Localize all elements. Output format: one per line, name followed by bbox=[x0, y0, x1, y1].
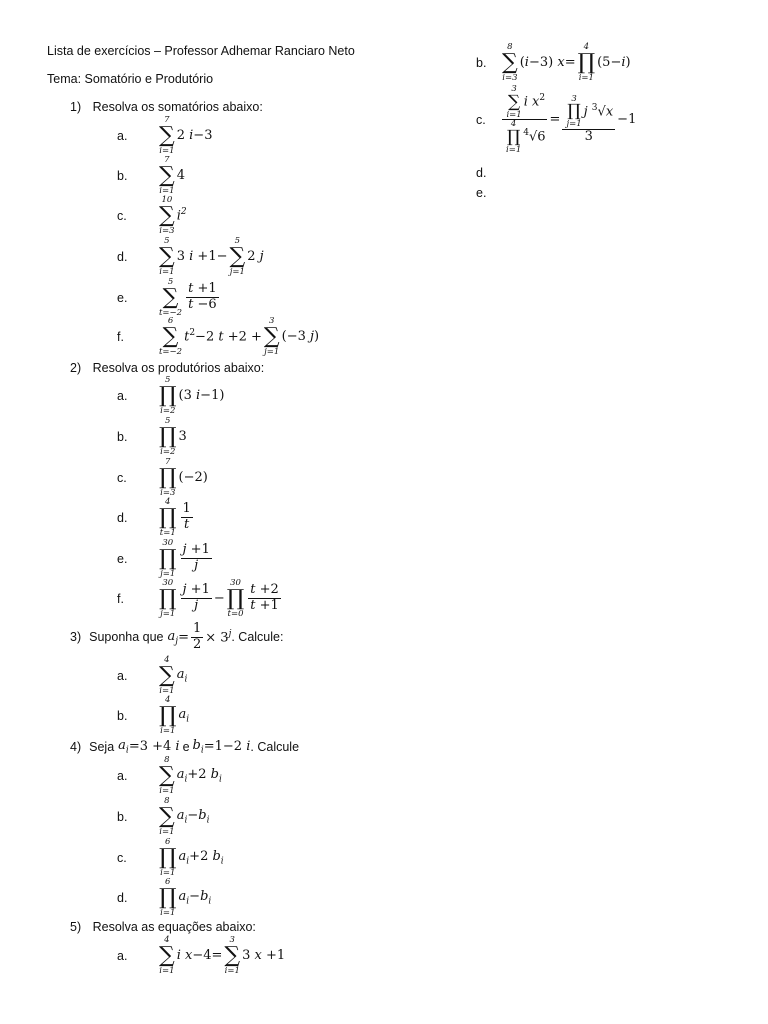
item-label: d. bbox=[117, 510, 128, 525]
item-label: b. bbox=[476, 55, 487, 70]
q1-item-b: b. 7 ∑ i=1 4 bbox=[117, 155, 185, 196]
document-topic: Tema: Somatório e Produtório bbox=[47, 72, 214, 86]
question-4: 4) Seja $a_i$ =3 +4 i e $b_i$ =1−2 i . Calcule bbox=[70, 738, 300, 756]
q5-item-e: e. bbox=[476, 186, 487, 200]
q5-item-b: b. 8 ∑ i=3 (i−3) x= 4 ∏ i=1 (5−i) bbox=[476, 42, 631, 83]
sum-operator: 4 ∑ i=1 bbox=[159, 655, 175, 696]
fraction: $\frac{j +1}{j}$ bbox=[182, 582, 210, 613]
q2-item-b: b. 5 ∏ i=2 3 bbox=[117, 416, 187, 457]
q2-item-e bbox=[117, 539, 214, 578]
question-text-end: . Calcule: bbox=[231, 630, 284, 645]
product-operator: 30 ∏ j=1 bbox=[159, 538, 177, 579]
question-5 bbox=[70, 920, 256, 934]
item-label: e. bbox=[117, 290, 128, 305]
fraction: 3 ∏ j=1 j $^3$√x 3 bbox=[562, 95, 615, 145]
q2-item-d bbox=[117, 498, 195, 537]
item-label: c. bbox=[117, 850, 127, 865]
question-2 bbox=[70, 361, 264, 375]
item-label: c. bbox=[117, 470, 127, 485]
q1-item-d: d. 5 ∑ i=1 3 i +1− 5 ∑ j=1 2 j bbox=[117, 236, 264, 277]
q4-item-b: b. 8 ∑ i=1 $a_i$ $-b_i$ bbox=[117, 796, 210, 837]
question-number: 1) bbox=[70, 100, 82, 114]
item-label: f. bbox=[117, 329, 124, 344]
q1-item-a: a. 7 ∑ i=1 2 i−3 bbox=[117, 115, 213, 156]
sum-operator: 8 ∑ i=1 bbox=[159, 796, 175, 837]
sum-operator: 6 ∑ t=−2 bbox=[159, 316, 183, 357]
item-label: b. bbox=[117, 809, 128, 824]
product-operator: 6 ∏ i=1 bbox=[159, 837, 177, 878]
fraction: $\frac{1}{t}$ bbox=[182, 501, 191, 532]
item-label: d. bbox=[117, 890, 128, 905]
product-operator: 4 ∏ i=1 bbox=[506, 119, 522, 155]
question-number: 2) bbox=[70, 361, 82, 375]
question-text-end: . Calcule bbox=[250, 739, 300, 754]
item-label: b. bbox=[117, 429, 128, 444]
product-operator: 30 ∏ j=1 bbox=[159, 578, 177, 619]
product-operator: 3 ∏ j=1 bbox=[566, 93, 582, 130]
q1-item-c: c. 10 ∑ i=3 $i^2$ bbox=[117, 195, 187, 236]
document-title: Lista de exercícios – Professor Adhemar Ranciaro Neto bbox=[47, 44, 355, 58]
sum-operator: 3 ∑ i=1 bbox=[224, 935, 241, 976]
q2-item-a: a. 5 ∏ i=2 (3 i−1) bbox=[117, 375, 225, 416]
question-text: Suponha que bbox=[89, 630, 164, 645]
q1-item-e bbox=[117, 278, 221, 317]
product-operator: 7 ∏ i=3 bbox=[159, 457, 177, 498]
item-label: a. bbox=[117, 388, 128, 403]
q3-item-a: a. 4 ∑ i=1 $a_i$ bbox=[117, 655, 188, 696]
question-text: Resolva os somatórios abaixo: bbox=[92, 100, 263, 114]
sum-operator: 3 ∑ i=1 bbox=[506, 84, 522, 120]
product-operator: 30 ∏ t=0 bbox=[226, 578, 245, 619]
item-label: c. bbox=[117, 208, 127, 223]
fraction: $\frac{t +1}{t -6}$ bbox=[188, 281, 217, 312]
sum-operator: 7 ∑ i=1 bbox=[159, 115, 175, 156]
sum-operator: 5 ∑ t=−2 bbox=[159, 277, 183, 318]
sum-operator: 4 ∑ i=1 bbox=[159, 935, 175, 976]
q4-item-d: d. 6 ∏ i=1 $a_i$ $-b_i$ bbox=[117, 877, 212, 918]
question-text-mid: e bbox=[182, 739, 190, 754]
item-label: f. bbox=[117, 591, 124, 606]
sum-operator: 8 ∑ i=1 bbox=[159, 755, 175, 796]
fraction: 3 ∑ i=1 i $x^2$ 4 ∏ i=1 $^4$√6 bbox=[502, 85, 548, 154]
question-text: Seja bbox=[89, 739, 115, 754]
product-operator: 6 ∏ i=1 bbox=[159, 877, 177, 918]
q2-item-f: f. 30 ∏ j=1 $\frac{j +1}{j}$ − 30 ∏ t=0 $\frac{t +2}{t +1}$ bbox=[117, 578, 279, 619]
question-text: Resolva os produtórios abaixo: bbox=[92, 361, 265, 375]
product-operator: 4 ∏ i=1 bbox=[577, 42, 596, 83]
question-number: 3) bbox=[70, 630, 82, 645]
question-number: 4) bbox=[70, 739, 82, 754]
q5-item-d: d. bbox=[476, 166, 487, 180]
sum-operator: 3 ∑ j=1 bbox=[263, 316, 280, 357]
question-number: 5) bbox=[70, 920, 82, 934]
item-label: a. bbox=[117, 768, 128, 783]
q2-item-c: c. 7 ∏ i=3 (−2) bbox=[117, 457, 208, 498]
sum-operator: 10 ∑ i=3 bbox=[159, 195, 175, 236]
sum-operator: 5 ∑ j=1 bbox=[229, 236, 246, 277]
question-3: 3) Suponha que $a_j$ = $\frac{1}{2}$ × $3^j$ . Calcule: bbox=[70, 621, 284, 652]
item-label: e. bbox=[117, 551, 128, 566]
item-label: b. bbox=[117, 168, 128, 183]
product-operator: 4 ∏ t=1 bbox=[159, 497, 177, 538]
fraction: $\frac{1}{2}$ bbox=[192, 621, 202, 652]
q5-item-c: c. 3 ∑ i=1 i $x^2$ 4 ∏ i=1 $^4$√6 = 3 ∏ j=1 j $^3$√x 3 −1 bbox=[476, 84, 637, 155]
item-label: b. bbox=[117, 708, 128, 723]
q1-item-f: f. 6 ∑ t=−2 $t^2-2$ t +2 + 3 ∑ j=1 (−3 j) bbox=[117, 316, 320, 357]
sum-operator: 8 ∑ i=3 bbox=[502, 42, 518, 83]
sum-operator: 7 ∑ i=1 bbox=[159, 155, 175, 196]
product-operator: 5 ∏ i=2 bbox=[159, 416, 177, 457]
fraction: $\frac{t +2}{t +1}$ bbox=[250, 582, 279, 613]
question-text: Resolva as equações abaixo: bbox=[92, 920, 256, 934]
item-label: a. bbox=[117, 948, 128, 963]
item-label: a. bbox=[117, 128, 128, 143]
fraction: $\frac{j +1}{j}$ bbox=[182, 542, 210, 573]
product-operator: 4 ∏ i=1 bbox=[159, 695, 177, 736]
q4-item-a: a. 8 ∑ i=1 $a_i$ +2 $b_i$ bbox=[117, 755, 222, 796]
product-operator: 5 ∏ i=2 bbox=[159, 375, 177, 416]
item-label: d. bbox=[117, 249, 128, 264]
q5-item-a: a. 4 ∑ i=1 i x−4= 3 ∑ i=1 3 x +1 bbox=[117, 935, 286, 976]
item-label: a. bbox=[117, 668, 128, 683]
sum-operator: 5 ∑ i=1 bbox=[159, 236, 175, 277]
q3-item-b: b. 4 ∏ i=1 $a_i$ bbox=[117, 695, 190, 736]
item-label: c. bbox=[476, 112, 486, 127]
question-1 bbox=[70, 100, 263, 114]
q4-item-c: c. 6 ∏ i=1 $a_i$ +2 $b_i$ bbox=[117, 837, 224, 878]
